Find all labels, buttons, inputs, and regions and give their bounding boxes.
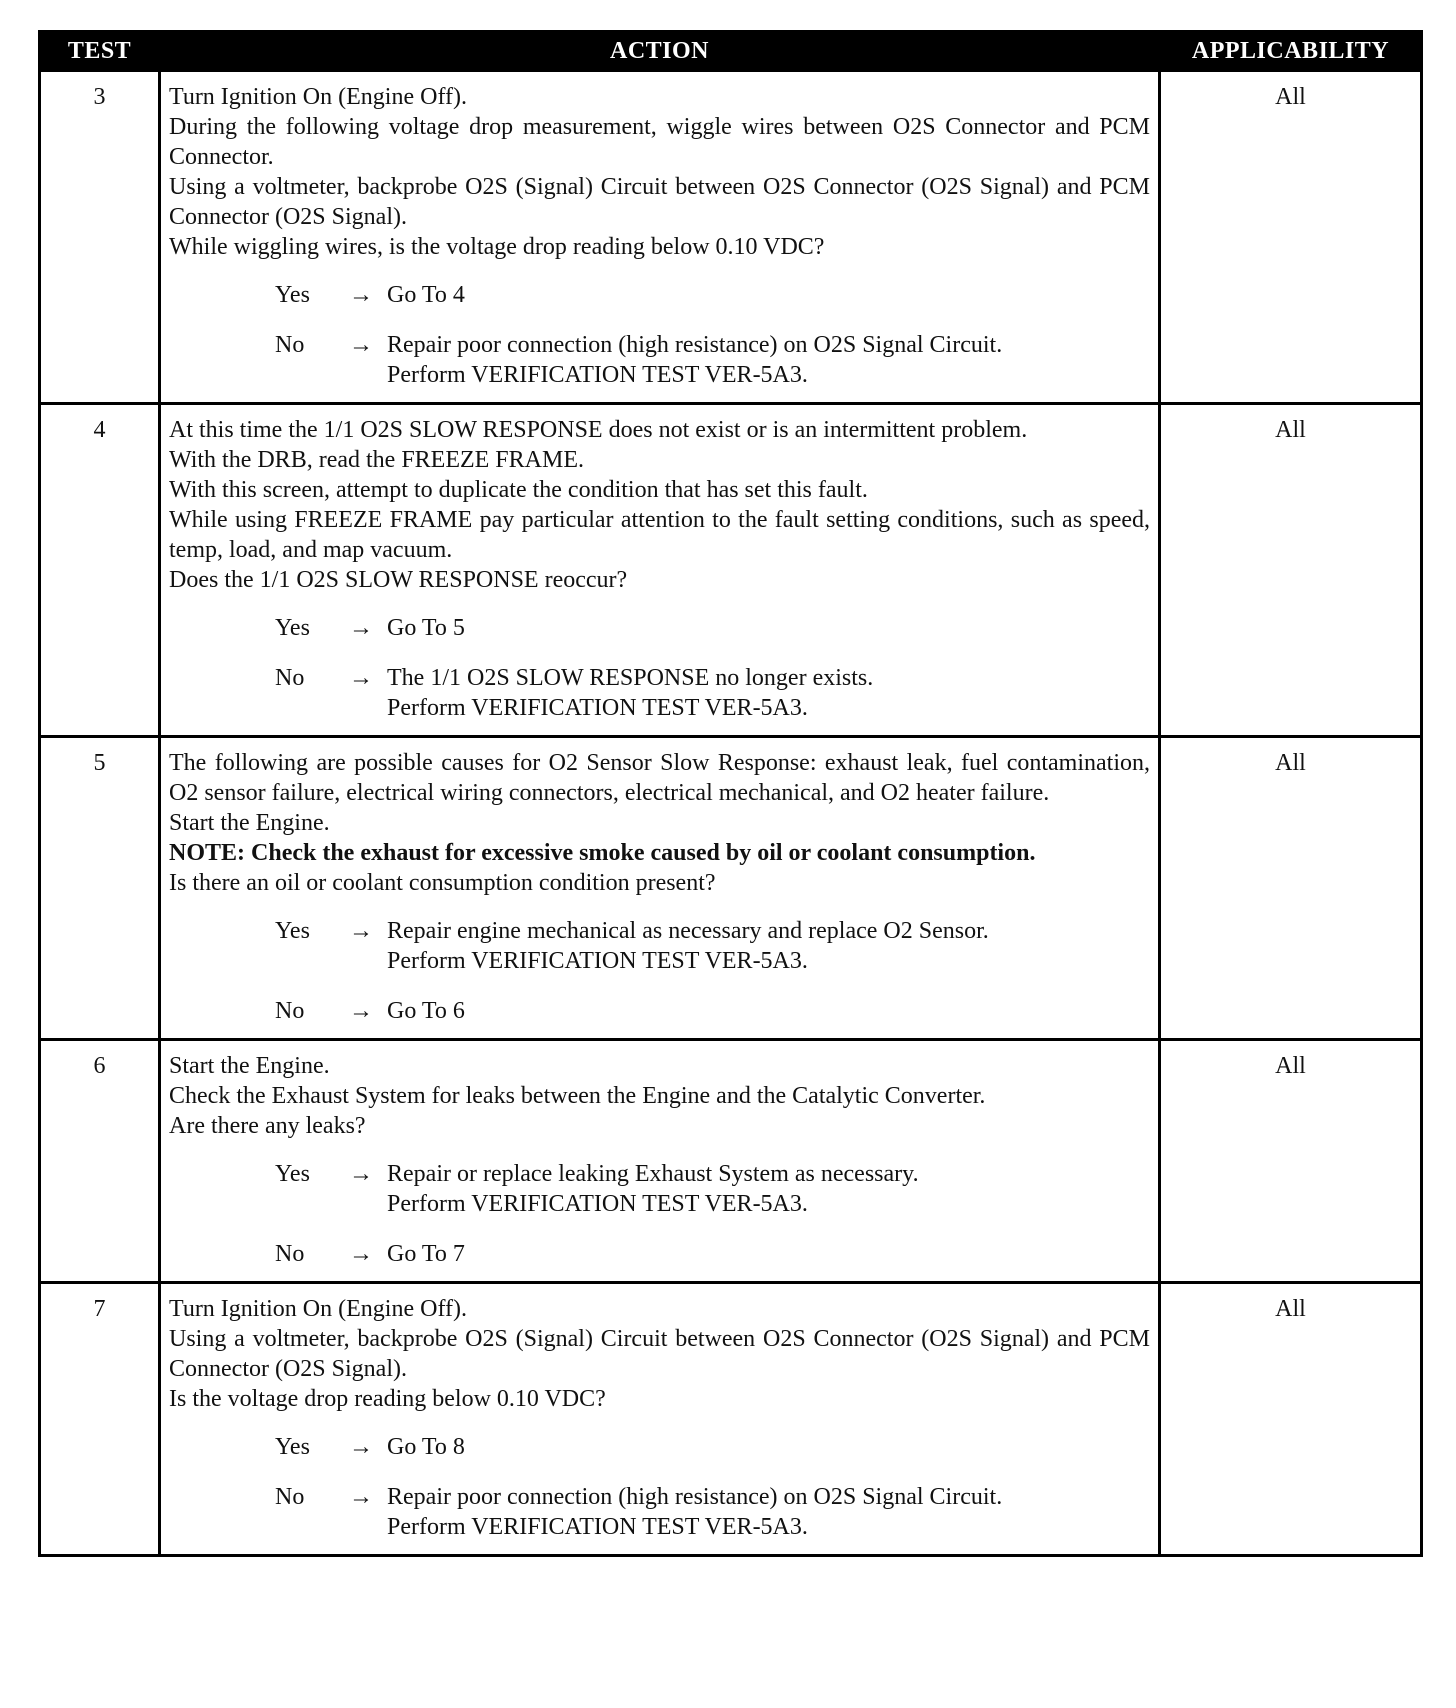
test-number: 3 [40, 71, 160, 404]
applicability-value: All [1160, 1283, 1422, 1556]
outcome-line: Perform VERIFICATION TEST VER-5A3. [387, 695, 808, 721]
arrow-icon: → [349, 918, 373, 944]
outcome-label: No [275, 665, 305, 691]
outcome-line: Repair engine mechanical as necessary and replace O2 Sensor. [387, 918, 989, 944]
outcome-text [387, 613, 1150, 643]
outcome-label: Yes [275, 1161, 310, 1187]
action-cell [160, 1283, 1160, 1556]
table-row [40, 1040, 1422, 1283]
outcome-text [387, 996, 1150, 1026]
header-applicability: APPLICABILITY [1160, 32, 1422, 71]
outcome-no [275, 330, 1150, 390]
arrow-icon: → [349, 1161, 373, 1187]
action-line: Turn Ignition On (Engine Off). [169, 1296, 467, 1322]
outcome-line: Repair poor connection (high resistance) on O2S Signal Circuit. [387, 1484, 1003, 1510]
outcome-yes [275, 613, 1150, 643]
outcome-text [387, 1159, 1150, 1219]
outcome-no [275, 1239, 1150, 1269]
diagnostic-test-table-container [38, 30, 1420, 1557]
action-line: Does the 1/1 O2S SLOW RESPONSE reoccur? [169, 567, 628, 593]
arrow-icon: → [349, 615, 373, 641]
arrow-icon: → [349, 665, 373, 691]
note-text: NOTE: Check the exhaust for excessive smoke caused by oil or coolant consumption. [169, 840, 1036, 866]
action-line: At this time the 1/1 O2S SLOW RESPONSE does not exist or is an intermittent problem. [169, 417, 1028, 443]
action-line: The following are possible causes for O2 Sensor Slow Response: exhaust leak, fuel contamination, O2 sensor failure, electrical wiring connectors, electrical mechanical, and O2 heater failure. [169, 750, 1150, 806]
outcome-text [387, 663, 1150, 723]
outcomes [169, 1432, 1150, 1542]
outcome-line: Go To 4 [387, 282, 465, 308]
action-line: While using FREEZE FRAME pay particular attention to the fault setting conditions, such as speed, temp, load, and map vacuum. [169, 507, 1150, 563]
outcome-text [387, 330, 1150, 390]
table-row [40, 737, 1422, 1040]
action-cell [160, 71, 1160, 404]
outcomes [169, 916, 1150, 1026]
outcome-label: No [275, 332, 305, 358]
outcomes [169, 613, 1150, 723]
outcome-label: Yes [275, 1434, 310, 1460]
applicability-value: All [1160, 71, 1422, 404]
outcome-text [387, 1432, 1150, 1462]
outcome-label: Yes [275, 615, 310, 641]
outcome-line: Repair poor connection (high resistance) on O2S Signal Circuit. [387, 332, 1003, 358]
outcome-label: No [275, 1241, 305, 1267]
outcome-line: The 1/1 O2S SLOW RESPONSE no longer exists. [387, 665, 874, 691]
outcome-text [387, 916, 1150, 976]
outcome-line: Go To 6 [387, 998, 465, 1024]
arrow-icon: → [349, 282, 373, 308]
outcome-text [387, 280, 1150, 310]
action-line: Is the voltage drop reading below 0.10 VDC? [169, 1386, 606, 1412]
outcome-label: Yes [275, 918, 310, 944]
outcome-label: Yes [275, 282, 310, 308]
test-number: 4 [40, 404, 160, 737]
outcome-line: Go To 8 [387, 1434, 465, 1460]
action-line: Start the Engine. [169, 810, 330, 836]
action-line: While wiggling wires, is the voltage drop reading below 0.10 VDC? [169, 234, 825, 260]
test-number: 5 [40, 737, 160, 1040]
outcome-no [275, 663, 1150, 723]
outcome-yes [275, 280, 1150, 310]
outcome-label: No [275, 998, 305, 1024]
action-cell [160, 404, 1160, 737]
outcome-line: Go To 7 [387, 1241, 465, 1267]
applicability-value: All [1160, 1040, 1422, 1283]
outcome-line: Perform VERIFICATION TEST VER-5A3. [387, 1514, 808, 1540]
outcome-no [275, 996, 1150, 1026]
arrow-icon: → [349, 1241, 373, 1267]
outcome-yes [275, 1159, 1150, 1219]
action-line: With the DRB, read the FREEZE FRAME. [169, 447, 584, 473]
outcomes [169, 280, 1150, 390]
action-line: Using a voltmeter, backprobe O2S (Signal) Circuit between O2S Connector (O2S Signal) and PCM Connector (O2S Signal). [169, 1326, 1150, 1382]
action-line: Start the Engine. [169, 1053, 330, 1079]
outcome-line: Go To 5 [387, 615, 465, 641]
action-line: During the following voltage drop measurement, wiggle wires between O2S Connector and PCM Connector. [169, 114, 1150, 170]
header-action: ACTION [160, 32, 1160, 71]
test-number: 6 [40, 1040, 160, 1283]
diagnostic-test-table [38, 30, 1423, 1557]
table-row [40, 1283, 1422, 1556]
outcome-yes [275, 1432, 1150, 1462]
outcome-text [387, 1482, 1150, 1542]
outcome-no [275, 1482, 1150, 1542]
table-row [40, 71, 1422, 404]
header-test: TEST [40, 32, 160, 71]
action-line: With this screen, attempt to duplicate the condition that has set this fault. [169, 477, 868, 503]
action-line: Using a voltmeter, backprobe O2S (Signal) Circuit between O2S Connector (O2S Signal) and PCM Connector (O2S Signal). [169, 174, 1150, 230]
outcome-line: Repair or replace leaking Exhaust System as necessary. [387, 1161, 919, 1187]
outcome-line: Perform VERIFICATION TEST VER-5A3. [387, 1191, 808, 1217]
outcomes [169, 1159, 1150, 1269]
table-row [40, 404, 1422, 737]
arrow-icon: → [349, 1484, 373, 1510]
action-line: Turn Ignition On (Engine Off). [169, 84, 467, 110]
action-line: Are there any leaks? [169, 1113, 366, 1139]
arrow-icon: → [349, 332, 373, 358]
action-line: Is there an oil or coolant consumption condition present? [169, 870, 716, 896]
table-header-row [40, 32, 1422, 71]
arrow-icon: → [349, 1434, 373, 1460]
outcome-line: Perform VERIFICATION TEST VER-5A3. [387, 362, 808, 388]
outcome-text [387, 1239, 1150, 1269]
action-line: Check the Exhaust System for leaks between the Engine and the Catalytic Converter. [169, 1083, 986, 1109]
outcome-yes [275, 916, 1150, 976]
outcome-label: No [275, 1484, 305, 1510]
applicability-value: All [1160, 404, 1422, 737]
action-cell [160, 737, 1160, 1040]
applicability-value: All [1160, 737, 1422, 1040]
test-number: 7 [40, 1283, 160, 1556]
action-cell [160, 1040, 1160, 1283]
outcome-line: Perform VERIFICATION TEST VER-5A3. [387, 948, 808, 974]
arrow-icon: → [349, 998, 373, 1024]
